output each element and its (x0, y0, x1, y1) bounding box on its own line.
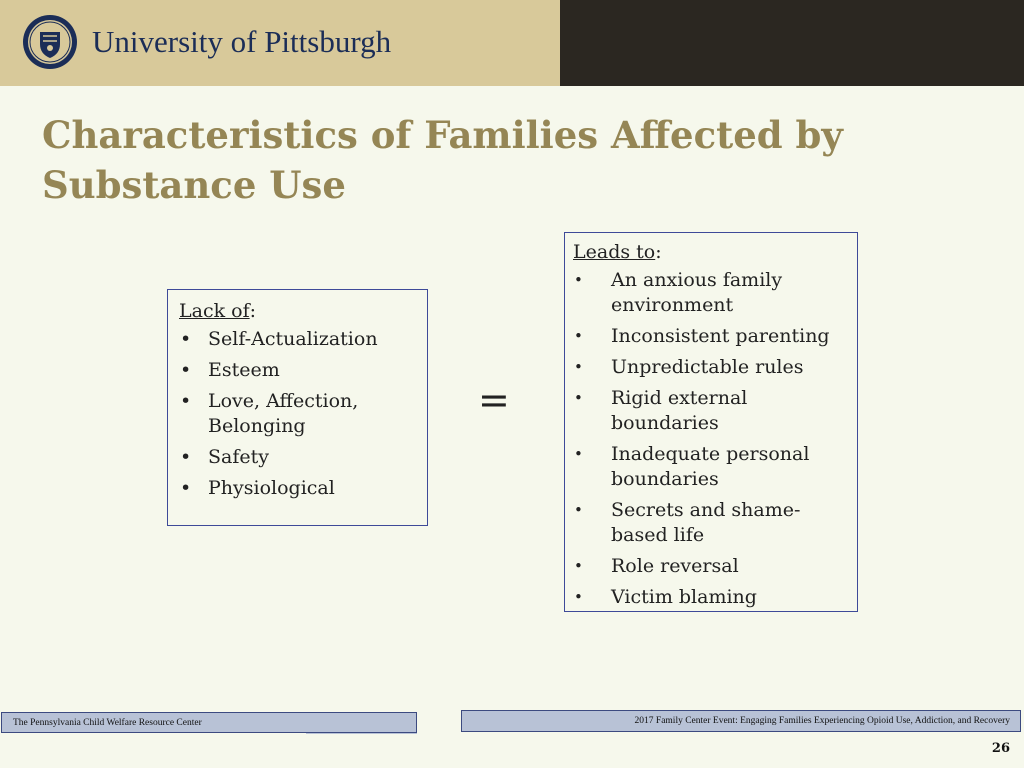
footer-underline (306, 733, 417, 734)
list-item: • Unpredictable rules (574, 356, 804, 378)
bullet-icon: • (574, 358, 583, 376)
footer-right-bar: 2017 Family Center Event: Engaging Families Experiencing Opioid Use, Addiction, and Recovery (461, 710, 1021, 732)
list-item: • Victim blaming (574, 586, 757, 608)
bullet-icon: • (574, 501, 583, 519)
list-item: • Role reversal (574, 555, 739, 577)
bullet-icon: • (180, 446, 192, 468)
list-item: • Inadequate personal boundaries (574, 443, 810, 490)
bullet-icon: • (180, 390, 192, 412)
list-item: • Inconsistent parenting (574, 325, 830, 347)
leads-to-box (564, 232, 858, 612)
bullet-icon: • (180, 328, 192, 350)
list-item: • Self-Actualization (180, 328, 378, 350)
university-brand-area (0, 0, 560, 86)
list-item: • An anxious family environment (574, 269, 783, 316)
list-item: • Secrets and shame-based life (574, 499, 801, 546)
list-item: • Rigid external boundaries (574, 387, 748, 434)
bullet-icon: • (180, 359, 192, 381)
list-item: • Love, Affection, Belonging (180, 390, 359, 437)
bullet-icon: • (180, 477, 192, 499)
header-banner (0, 0, 1024, 86)
equals-sign: = (478, 378, 510, 422)
bullet-icon: • (574, 271, 583, 289)
bullet-icon: • (574, 588, 583, 606)
university-seal-icon (22, 14, 78, 70)
lack-of-list (179, 327, 417, 501)
page-number: 26 (991, 741, 1010, 756)
lack-of-heading: Lack of: (179, 300, 257, 322)
list-item: • Esteem (180, 359, 280, 381)
list-item: • Physiological (180, 477, 335, 499)
leads-to-heading: Leads to: (573, 241, 662, 263)
bullet-icon: • (574, 389, 583, 407)
bullet-icon: • (574, 557, 583, 575)
university-name: University of Pittsburgh (92, 24, 392, 59)
bullet-icon: • (574, 445, 583, 463)
school-brand-area (560, 0, 1024, 86)
footer-left-bar: The Pennsylvania Child Welfare Resource Center (1, 712, 417, 733)
slide-title: Characteristics of Families Affected by Substance Use (42, 113, 843, 207)
leads-to-list (573, 268, 849, 610)
list-item: • Safety (180, 446, 269, 468)
lack-of-box (167, 289, 428, 526)
bullet-icon: • (574, 327, 583, 345)
